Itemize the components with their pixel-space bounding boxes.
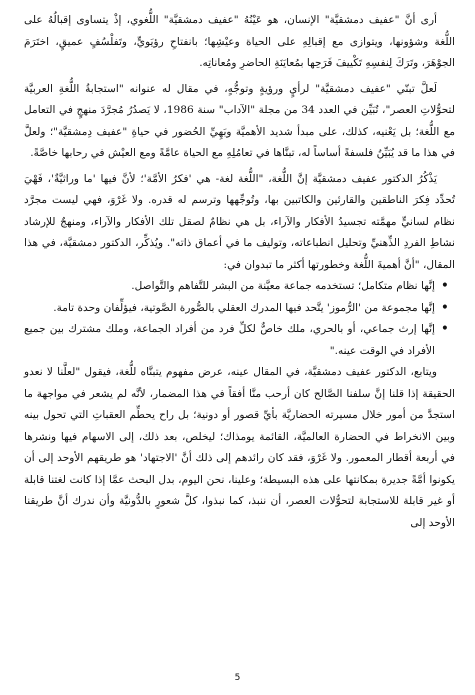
page-number: 5 <box>234 673 241 683</box>
bullet-list <box>24 276 455 362</box>
bullet-item: • إنَّها إرث جماعي، أو بالحري، ملك خاصٌّ لكلِّ فرد من أفراد الجماعة، وملك مشترك بين جميع الأفراد في الوقت عينه." <box>24 319 435 362</box>
paragraph-4: ويتابع، الدكتور عفيف دمشقيَّة، في المقال عينه، عرض مفهوم يتبنَّاه للُّغة، فيقول "لعلَّنا لا نعدو الحقيقة إذا قلنا إنَّ سلفنا الصَّالح كان أرحب منَّا أفقاً في هذا المضمار، لأنَّه لم يشعر في مواجهة ما استجدَّ من أمور خلال مسيرته الحضاريَّة بأيِّ قصور أو دونية؛ بل راح يحطِّم العقباتِ التي تحول بينه وبين الانخراط في الحضارة العالميَّة، القائمة يومذاك؛ ليخلص، بعد ذلك، إلى الاسهام فيها ونشرها في أربعة أقطار المعمور. ولا غَرْوَ، فقد كان رائدهم إلى ذلك أنَّ 'الاجتهاد' هو طريقهم الأوحد إلى أن يكونوا أمَّةً جديرة بمكانتها على هذه البسيطة؛ وعلينا، نحن اليوم، بدل البحث عمَّا إذا كانت لغتنا قابلة أو غير قابلة للاستجابة لتحوُّلات العصر، أن ننبذ، كما نبذوا، كلَّ شعورٍ بالدُّونيَّة وأن ندرك أنَّ طريقنا الأوحد إلى <box>24 366 455 529</box>
page-body <box>24 10 455 534</box>
bullet-item: • إنَّها نظام متكامل؛ تستخدمه جماعة معيَّنة من البشر للتَّفاهم والتَّواصل. <box>24 276 435 298</box>
bullet-item: • إنَّها مجموعة من 'الرُّموز' يتَّحد فيها المدرك العقلي بالصُّورة الصَّوتية، فيؤلِّفان وحدة تامة. <box>24 298 435 320</box>
paragraph-3: يَذْكُرُ الدكتور عفيف دمشقيَّة إنَّ اللُّغة، "اللُّغة لغة- هي 'فكرُ الأمَّة'؛ لأنَّ فيها 'ما وراثيَّةٌ'، فَهْيَ تُحدِّد فِكرَ الناطقين والقارئين والكاتبين بها، وتُوجِّهها وترسم له قدره. ولا غَرْوَ، فهي ليست مجرَّد نظام لسانيٍّ مهمَّته تجسيدُ الأفكار والآراء، بل هي نظامٌ لصقل تلك الأفكار والآراء، ومنهجٌ للإرشاد نشاطِ الفردِ الذِّهنيِّ وتحليل انطباعاته، وتوليف ما في أعماق ذاته". ويُذكِّر، الدكتور دمشقيَّة، في هذا المقال، "أنَّ أهميةَ اللُّغة وخطورتها أكثر ما تبدوان في: <box>24 172 455 271</box>
paragraph-2: لَعلَّ تبنّي "عفيف دمشقيَّة" لرأيٍ ورؤيةٍ وتوجُّهٍ، في مقال له عنوانه "استجابةُ اللُّغةِ العربيَّة لتحوُّلاتِ العصر"، تُبَيِّن في العدد 34 من مجلة "الآداب" سنة 1986، لا يَصدُرُ مُجرَّدَ منهجٍ في التعامل مع اللُّغة؛ بل يَعْنيه، كذلك، على مبدأ شديد الأهميَّة وبَهِيِّ الحُضور في حياةِ "عفيف دِمشقيَّة"؛ ولعلَّ في هذا ما قد يُبَيِّنُ فلسفةً أساساً له، تبنَّاها في تعامُلِهِ مع الحياة عامَّةً ومع العيْش في رحابها خاصَّةً. <box>24 82 455 159</box>
paragraph-1: أرى أنَّ "عفيف دمشقيَّة" الإنسان، هو عَيْنُهُ "عفيف دمشقيَّة" اللُّغوي، إذْ يتساوى إقبالُهُ على اللُّغة وشؤونها، ويتوازى مع إقبالِهِ على الحياة وعيْشِها؛ بانفتاحِ رؤيَويٍّ، وتَفلْسُفٍ عميقٍ، اختَرَمَ الجوْهَرَ، وتَرَكَ لِنفسِهِ تَكْييفَ فَرَحِها بمُعايَنَةِ الحاضرِ ومُعاناتِه. <box>24 14 455 69</box>
